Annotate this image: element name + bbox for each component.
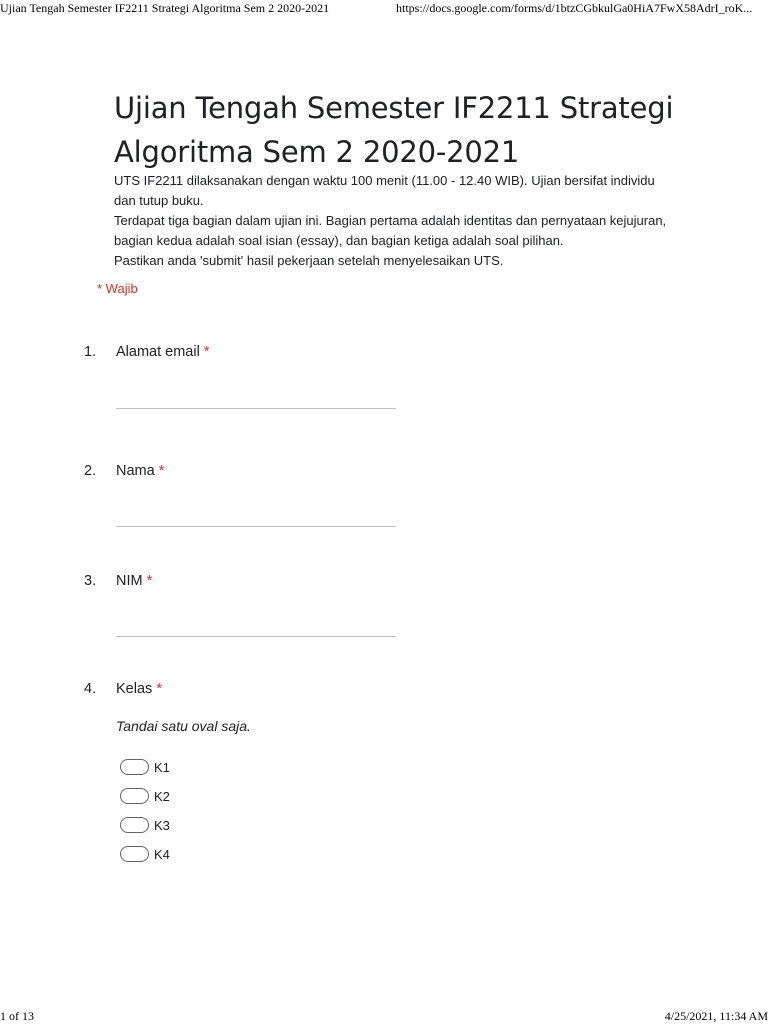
required-asterisk: * [156, 681, 162, 697]
question-title-text: Nama [116, 463, 155, 479]
option-k1[interactable] [120, 759, 240, 777]
option-k4[interactable] [120, 846, 240, 864]
question-name [84, 463, 684, 533]
option-label: K1 [154, 760, 170, 775]
form-description-line: UTS IF2211 dilaksanakan dengan waktu 100 menit (11.00 - 12.40 WIB). Ujian bersifat individu dan tutup buku. [114, 173, 655, 208]
question-number: 4. [84, 681, 97, 697]
option-label: K3 [154, 818, 170, 833]
form-title: Ujian Tengah Semester IF2211 Strategi Algoritma Sem 2 2020-2021 [114, 91, 674, 169]
email-answer-field[interactable] [116, 408, 396, 409]
radio-oval[interactable] [120, 759, 149, 775]
question-number: 1. [84, 344, 97, 360]
print-datetime: 4/25/2021, 11:34 AM [664, 1009, 768, 1023]
print-header [0, 1, 768, 17]
required-asterisk: * [158, 463, 165, 479]
question-title [116, 463, 164, 479]
option-k3[interactable] [120, 817, 240, 835]
form-description [114, 171, 674, 271]
question-email [84, 344, 684, 414]
print-header-url: https://docs.google.com/forms/d/1btzCGbkulGa0HiA7FwX58AdrI_roK... [396, 1, 753, 15]
option-label: K4 [154, 847, 170, 862]
form-description-line: Terdapat tiga bagian dalam ujian ini. Bagian pertama adalah identitas dan pernyataan kejujuran, bagian kedua adalah soal isian (essay), dan bagian ketiga adalah soal pilihan. [114, 213, 667, 248]
option-k2[interactable] [120, 788, 240, 806]
question-title [116, 344, 210, 360]
required-note: * Wajib [97, 281, 138, 296]
question-title-text: NIM [116, 573, 143, 589]
question-title-text: Kelas [116, 681, 153, 697]
print-footer [0, 1009, 768, 1024]
nim-answer-field[interactable] [116, 636, 396, 637]
radio-oval[interactable] [120, 817, 149, 833]
page-number: 1 of 13 [0, 1009, 34, 1023]
question-title [116, 573, 152, 589]
question-title [116, 681, 162, 697]
option-label: K2 [154, 789, 170, 804]
name-answer-field[interactable] [116, 526, 396, 527]
question-number: 2. [84, 463, 97, 479]
question-number: 3. [84, 573, 97, 589]
print-header-title: Ujian Tengah Semester IF2211 Strategi Algoritma Sem 2 2020-2021 [0, 1, 330, 15]
question-class [84, 681, 684, 871]
question-hint: Tandai satu oval saja. [116, 718, 251, 734]
form-description-line: Pastikan anda 'submit' hasil pekerjaan setelah menyelesaikan UTS. [114, 253, 504, 268]
required-asterisk: * [203, 344, 210, 360]
question-title-text: Alamat email [116, 344, 200, 360]
radio-oval[interactable] [120, 788, 149, 804]
required-asterisk: * [146, 573, 153, 589]
question-nim [84, 573, 684, 643]
radio-oval[interactable] [120, 846, 149, 862]
